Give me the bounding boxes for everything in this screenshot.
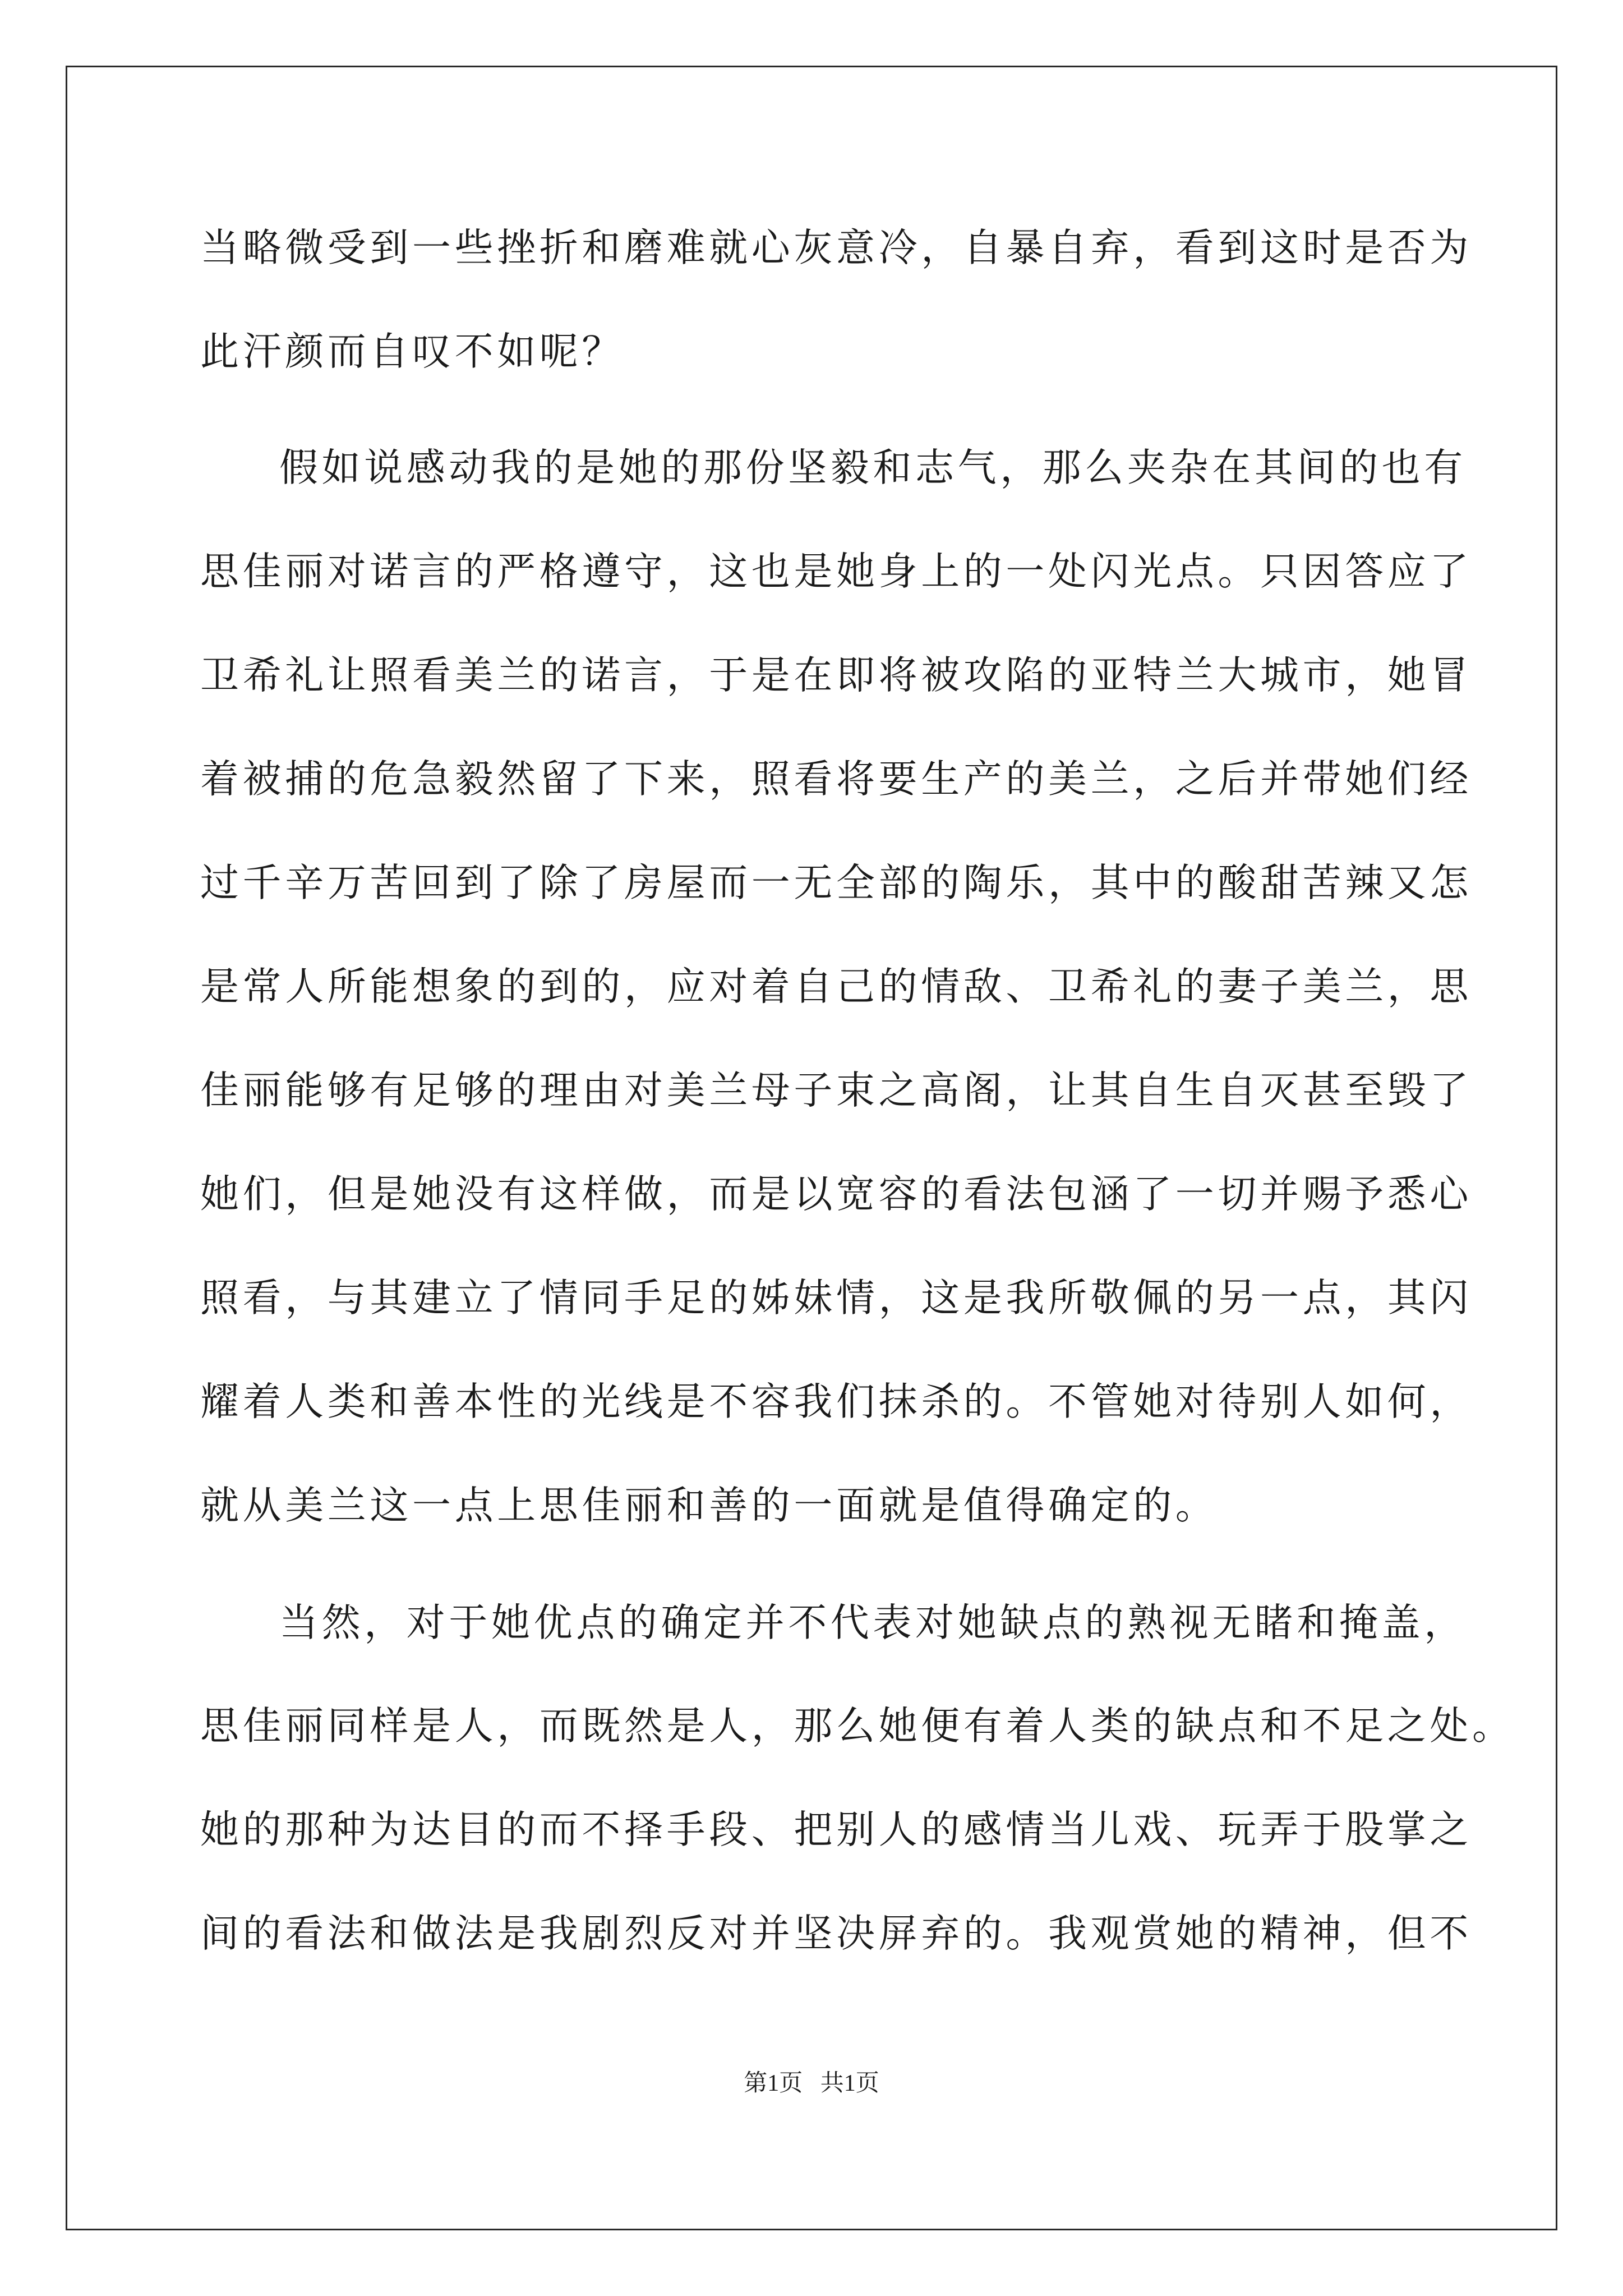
text-line: 思佳丽对诺言的严格遵守，这也是她身上的一处闪光点。只因答应了 bbox=[200, 549, 1472, 594]
text-line: 此汗颜而自叹不如呢？ bbox=[200, 329, 624, 374]
page-footer: 第1页 共1页 bbox=[744, 2070, 879, 2096]
text-line: 卫希礼让照看美兰的诺言，于是在即将被攻陷的亚特兰大城市，她冒 bbox=[200, 653, 1472, 698]
text-line: 是常人所能想象的到的，应对着自己的情敌、卫希礼的妻子美兰，思 bbox=[200, 964, 1472, 1009]
text-line: 佳丽能够有足够的理由对美兰母子束之高阁，让其自生自灭甚至毁了 bbox=[200, 1068, 1472, 1113]
text-line: 耀着人类和善本性的光线是不容我们抹杀的。不管她对待别人如何， bbox=[200, 1379, 1472, 1424]
text-line: 间的看法和做法是我剧烈反对并坚决屏弃的。我观赏她的精神，但不 bbox=[200, 1911, 1472, 1956]
text-line: 她的那种为达目的而不择手段、把别人的感情当儿戏、玩弄于股掌之 bbox=[200, 1807, 1472, 1852]
text-line: 当略微受到一些挫折和磨难就心灰意冷，自暴自弃，看到这时是否为 bbox=[200, 226, 1472, 270]
paragraph-first-line: 当然，对于她优点的确定并不代表对她缺点的熟视无睹和掩盖， bbox=[279, 1600, 1467, 1645]
text-line: 照看，与其建立了情同手足的姊妹情，这是我所敬佩的另一点，其闪 bbox=[200, 1276, 1472, 1320]
text-line: 她们，但是她没有这样做，而是以宽容的看法包涵了一切并赐予悉心 bbox=[200, 1172, 1472, 1217]
text-line: 着被捕的危急毅然留了下来，照看将要生产的美兰，之后并带她们经 bbox=[200, 757, 1472, 802]
text-line: 就从美兰这一点上思佳丽和善的一面就是值得确定的。 bbox=[200, 1483, 1218, 1528]
text-line: 过千辛万苦回到了除了房屋而一无全部的陶乐，其中的酸甜苦辣又怎 bbox=[200, 861, 1472, 905]
text-line: 思佳丽同样是人，而既然是人，那么她便有着人类的缺点和不足之处。 bbox=[200, 1704, 1515, 1749]
page-border bbox=[66, 66, 1557, 2230]
paragraph-first-line: 假如说感动我的是她的那份坚毅和志气，那么夹杂在其间的也有 bbox=[279, 445, 1467, 490]
